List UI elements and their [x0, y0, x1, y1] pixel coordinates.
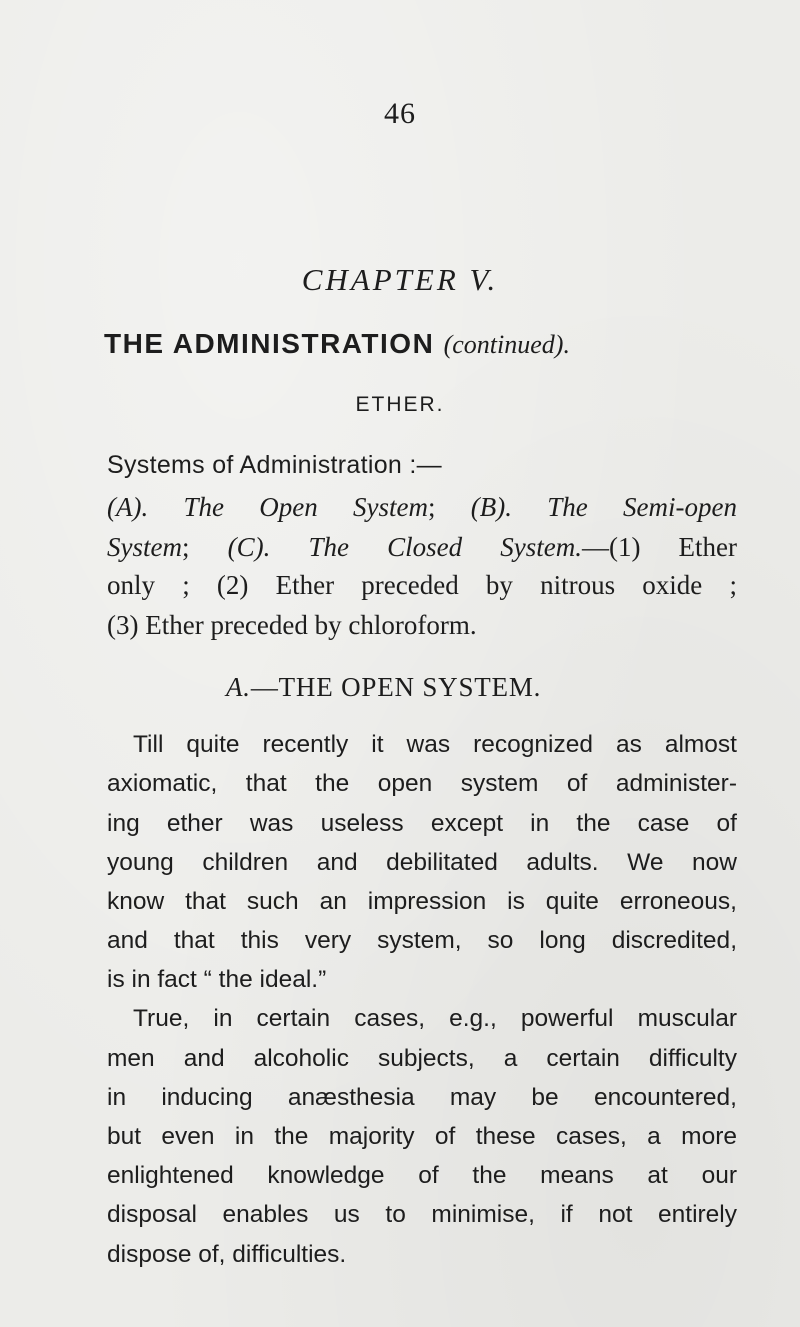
systems-line: only ; (2) Ether preceded by nitrous oxide ; — [107, 570, 737, 600]
systems-line: (3) Ether preceded by chloroform. — [107, 610, 477, 640]
semi-open-system-title-end: System — [107, 532, 182, 562]
open-system-heading — [226, 672, 541, 703]
body-line: ing ether was useless except in the case of — [107, 810, 737, 837]
body-line: disposal enables us to minimise, if not entirely — [107, 1201, 737, 1228]
body-line: and that this very system, so long discredited, — [107, 927, 737, 954]
systems-heading: Systems of Administration :— — [107, 451, 442, 479]
body-line: dispose of, difficulties. — [107, 1241, 347, 1268]
body-line: young children and debilitated adults. We now — [107, 849, 737, 876]
body-line: True, in certain cases, e.g., powerful muscular — [133, 1005, 737, 1032]
page-number: 46 — [384, 97, 416, 130]
body-line: axiomatic, that the open system of administer- — [107, 770, 737, 797]
open-system-title: The Open System — [183, 492, 428, 522]
body-line: know that such an impression is quite erroneous, — [107, 888, 737, 915]
chapter-heading: CHAPTER V. — [301, 262, 499, 297]
systems-line — [107, 494, 737, 521]
semi-open-system-title: The Semi-open — [547, 492, 737, 522]
open-system-heading-text: —THE OPEN SYSTEM. — [250, 672, 542, 702]
open-system-heading-label: A. — [226, 672, 251, 702]
subsection-heading: ETHER. — [355, 393, 445, 416]
body-line: is in fact “ the ideal.” — [107, 966, 327, 993]
body-line: but even in the majority of these cases, a more — [107, 1123, 737, 1150]
systems-line-rest: —(1) Ether — [581, 532, 738, 562]
body-line: in inducing anæsthesia may be encountered, — [107, 1084, 737, 1111]
section-title-suffix: (continued). — [443, 330, 570, 359]
body-line: Till quite recently it was recognized as almost — [133, 731, 737, 758]
label-c: (C). — [227, 532, 271, 562]
label-a: (A). — [107, 492, 149, 522]
separator: ; — [181, 532, 190, 562]
systems-line — [107, 534, 737, 561]
separator: ; — [427, 492, 436, 522]
closed-system-title: The Closed System. — [308, 532, 582, 562]
section-title-main: THE ADMINISTRATION — [104, 328, 435, 359]
section-title — [104, 328, 570, 360]
label-b: (B). — [470, 492, 512, 522]
body-line: men and alcoholic subjects, a certain difficulty — [107, 1045, 737, 1072]
body-line: enlightened knowledge of the means at our — [107, 1162, 737, 1189]
